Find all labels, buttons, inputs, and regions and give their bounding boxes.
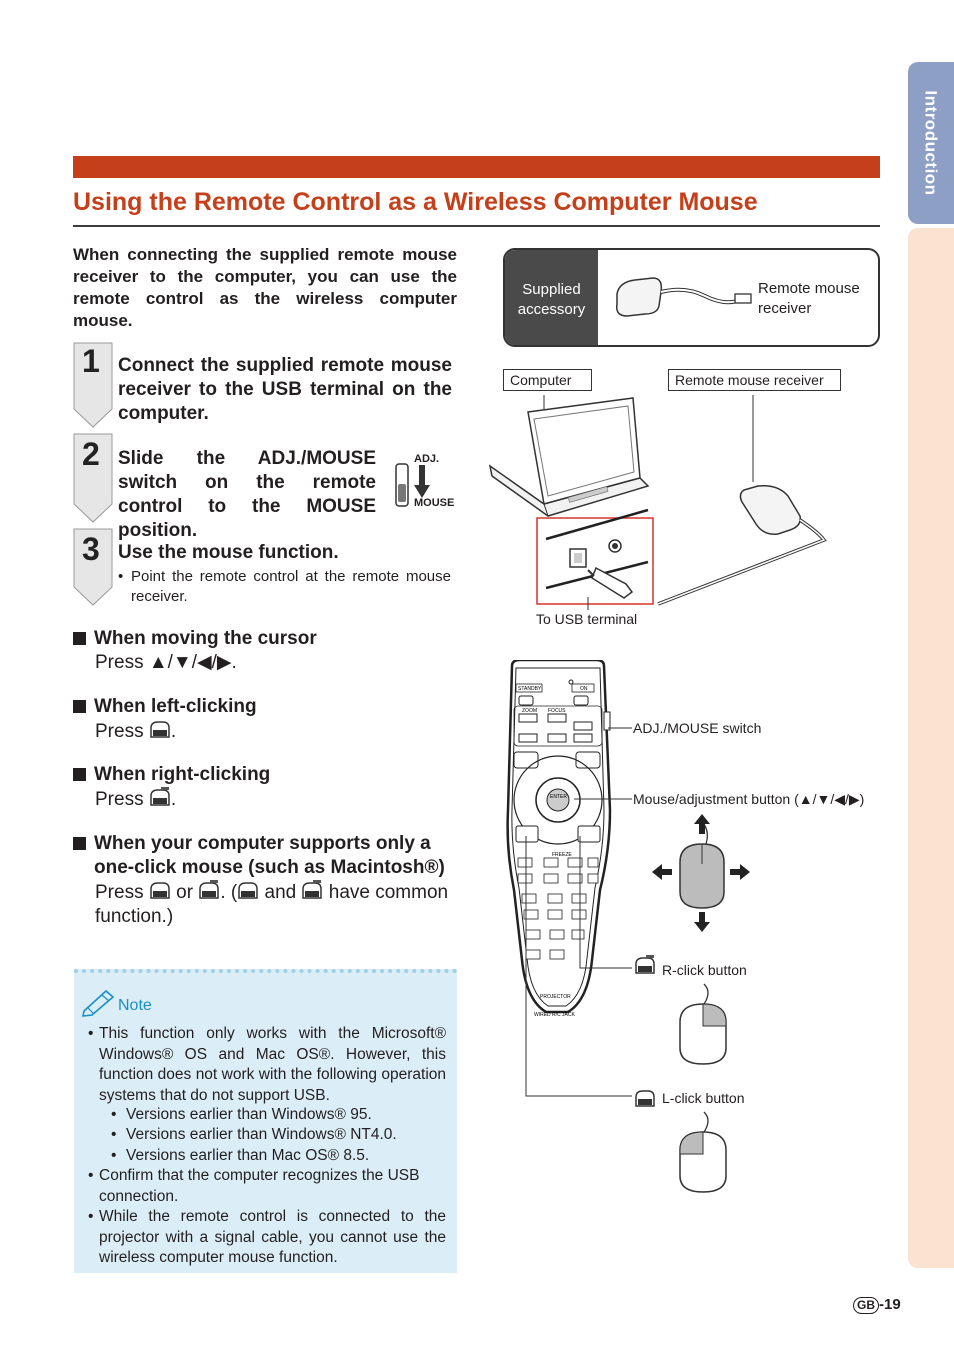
- page-title: Using the Remote Control as a Wireless Computer Mouse: [73, 188, 758, 216]
- pencil-icon: [80, 987, 118, 1017]
- note-subitem-2: Versions earlier than Windows® NT4.0.: [126, 1126, 397, 1143]
- region-badge: GB: [853, 1297, 879, 1314]
- step-3-subtext: Point the remote control at the remote mouse receiver.: [131, 568, 451, 605]
- supplied-accessory-label: Supplied accessory: [517, 280, 586, 318]
- receiver-diagram-label: Remote mouse receiver: [668, 369, 841, 391]
- computer-label: Computer: [503, 369, 592, 391]
- remote-wired-text: WIRED R/C JACK: [534, 1012, 575, 1018]
- page-number-value: -19: [879, 1296, 901, 1313]
- title-bar: [73, 156, 880, 178]
- l-click-button-icon: [149, 719, 171, 741]
- action-one-click: When your computer supports only a one-click mouse (such as Macintosh®) Press or . ( and have common function.): [73, 832, 458, 929]
- remote-focus-text: FOCUS: [548, 708, 566, 714]
- mouse-left-click-illustration: [676, 1110, 730, 1196]
- remote-zoom-text: ZOOM: [522, 708, 537, 714]
- section-tab-label: Introduction: [922, 90, 941, 196]
- note-label: Note: [118, 997, 152, 1014]
- l-click-callout: L-click button: [662, 1090, 745, 1106]
- remote-on-text: ON: [580, 686, 588, 692]
- adj-mouse-switch-callout: ADJ./MOUSE switch: [633, 720, 762, 736]
- section-tab: [908, 62, 954, 224]
- remote-mouse-receiver-label: Remote mouse receiver: [758, 280, 860, 317]
- step-2-text: Slide the ADJ./MOUSE switch on the remote control to the MOUSE position.: [118, 448, 376, 541]
- title-rule: [73, 225, 880, 227]
- note-subitem-1: Versions earlier than Windows® 95.: [126, 1106, 372, 1123]
- step-1-number: 1: [82, 343, 100, 379]
- action-left-press: Press: [95, 721, 144, 742]
- supplied-accessory-box: [503, 248, 880, 347]
- side-strip: [908, 228, 954, 1268]
- step-3-number: 3: [82, 531, 100, 567]
- l-click-button-icon: [237, 880, 259, 902]
- adj-mouse-switch-icon: [393, 462, 413, 510]
- action-move-press: Press ▲/▼/◀/▶.: [95, 652, 237, 673]
- action-move-heading: When moving the cursor: [94, 628, 317, 649]
- remote-freeze-text: FREEZE: [552, 852, 572, 858]
- r-click-button-icon: [634, 955, 656, 977]
- action-right-heading: When right-clicking: [94, 764, 271, 785]
- step-3-bullet: •: [118, 568, 124, 585]
- mouse-button-callout: Mouse/adjustment button (▲/▼/◀/▶): [633, 791, 865, 807]
- remote-projector-text: PROJECTOR: [540, 994, 571, 1000]
- remote-standby-text: STANDBY: [518, 686, 542, 692]
- action-move-cursor: [73, 627, 458, 675]
- down-arrow-icon: [414, 465, 430, 499]
- remote-callout-lines: [520, 700, 634, 1104]
- l-click-button-icon: [149, 880, 171, 902]
- step-1-text: Connect the supplied remote mouse receiver to the USB terminal on the computer.: [118, 355, 452, 424]
- action-right-press: Press: [95, 789, 144, 810]
- action-right-click: When right-clicking Press .: [73, 763, 458, 812]
- note-subitem-3: Versions earlier than Mac OS® 8.5.: [126, 1147, 370, 1164]
- intro-paragraph: When connecting the supplied remote mouse receiver to the computer, you can use the remote control as the wireless computer mouse.: [73, 245, 457, 330]
- action-left-click: When left-clicking Press .: [73, 695, 458, 744]
- note-item-3: While the remote control is connected to the projector with a signal cable, you cannot use the wireless computer mouse function.: [99, 1208, 446, 1266]
- action-left-heading: When left-clicking: [94, 696, 257, 717]
- r-click-callout: R-click button: [662, 962, 747, 978]
- action-one-click-heading: When your computer supports only a one-click mouse (such as Macintosh®): [94, 833, 445, 878]
- computer-connection-diagram: [488, 392, 848, 616]
- note-item-2: Confirm that the computer recognizes the USB connection.: [99, 1167, 420, 1205]
- page-number: [853, 1296, 901, 1314]
- step-2-number: 2: [82, 436, 100, 472]
- switch-adj-label: ADJ.: [414, 453, 440, 465]
- step-3-text: Use the mouse function.: [118, 542, 339, 563]
- r-click-button-icon: [198, 880, 220, 902]
- mouse-right-click-illustration: [676, 982, 730, 1068]
- usb-terminal-label: To USB terminal: [536, 611, 638, 627]
- usb-receiver-image: [605, 272, 755, 322]
- note-item-1: This function only works with the Microsoft® Windows® OS and Mac OS®. However, this function does not work with the following operation systems that do not support USB.: [99, 1025, 446, 1104]
- r-click-button-icon: [149, 787, 171, 809]
- r-click-button-icon: [301, 880, 323, 902]
- l-click-button-icon: [634, 1088, 656, 1110]
- mouse-move-illustration: [650, 812, 754, 934]
- remote-enter-text: ENTER: [550, 794, 567, 800]
- switch-mouse-label: MOUSE: [414, 497, 455, 509]
